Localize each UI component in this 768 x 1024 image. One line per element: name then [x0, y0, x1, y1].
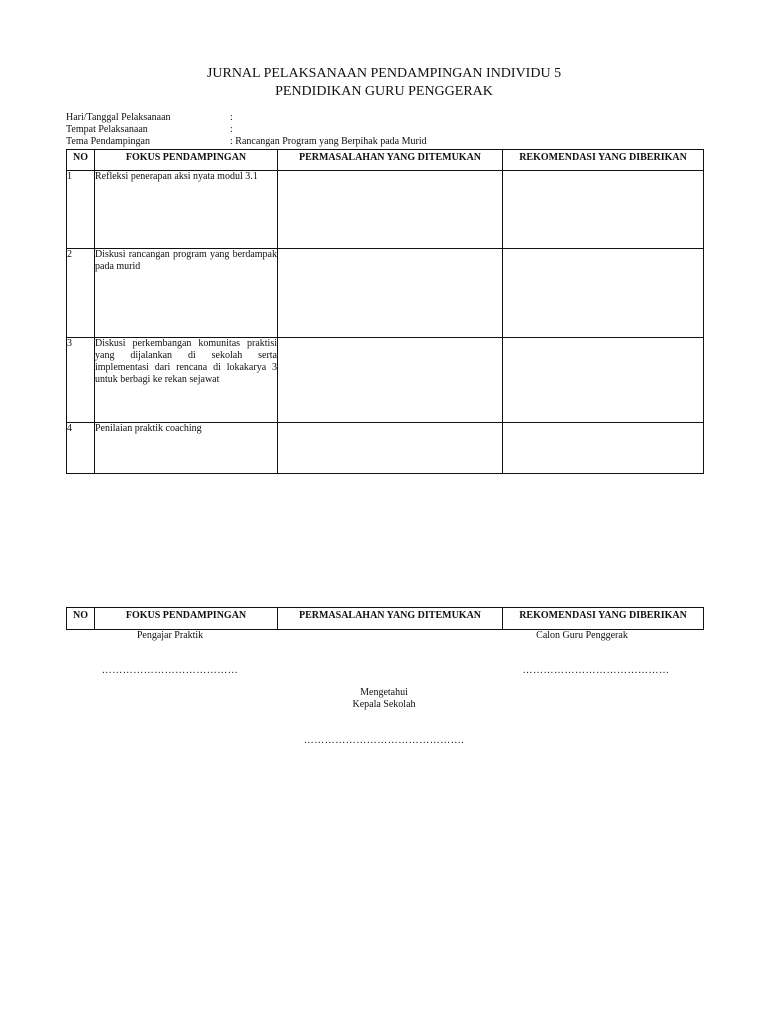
header-rekomendasi: REKOMENDASI YANG DIBERIKAN	[503, 608, 704, 630]
header-rekomendasi: REKOMENDASI YANG DIBERIKAN	[503, 150, 704, 171]
row-rekomendasi[interactable]	[503, 338, 704, 423]
table-header-row	[67, 150, 704, 171]
journal-table	[66, 149, 704, 474]
meta-value: :	[230, 112, 233, 123]
journal-table-continued	[66, 607, 704, 630]
signature-line-calon-guru: ……………………………………	[522, 665, 670, 676]
page-title: JURNAL PELAKSANAAN PENDAMPINGAN INDIVIDU 5	[206, 66, 562, 81]
header-no: NO	[67, 608, 95, 630]
meta-value: :	[230, 124, 233, 135]
mengetahui-label: Mengetahui	[360, 687, 408, 698]
row-permasalahan[interactable]	[278, 171, 503, 249]
row-permasalahan[interactable]	[278, 423, 503, 474]
row-no: 1	[67, 171, 95, 249]
header-no: NO	[67, 150, 95, 171]
header-permasalahan: PERMASALAHAN YANG DITEMUKAN	[278, 150, 503, 171]
meta-label: Tema Pendampingan	[66, 136, 150, 147]
signature-line-kepala-sekolah: ……………………………………….	[303, 735, 465, 746]
page-subtitle: PENDIDIKAN GURU PENGGERAK	[275, 84, 493, 99]
table-row	[67, 171, 704, 249]
row-no: 4	[67, 423, 95, 474]
header-fokus: FOKUS PENDAMPINGAN	[95, 608, 278, 630]
row-rekomendasi[interactable]	[503, 423, 704, 474]
header-permasalahan: PERMASALAHAN YANG DITEMUKAN	[278, 608, 503, 630]
table-row	[67, 338, 704, 423]
row-no: 3	[67, 338, 95, 423]
row-fokus: Diskusi perkembangan komunitas praktisi yang dijalankan di sekolah serta implementasi dari rencana di lokakarya 3 untuk berbagi ke rekan sejawat	[95, 338, 278, 423]
table-header-row	[67, 608, 704, 630]
row-rekomendasi[interactable]	[503, 249, 704, 338]
table-row	[67, 423, 704, 474]
row-fokus: Penilaian praktik coaching	[95, 423, 278, 474]
meta-label: Hari/Tanggal Pelaksanaan	[66, 112, 171, 123]
meta-value: : Rancangan Program yang Berpihak pada Murid	[230, 136, 427, 147]
meta-label: Tempat Pelaksanaan	[66, 124, 148, 135]
row-permasalahan[interactable]	[278, 338, 503, 423]
header-fokus: FOKUS PENDAMPINGAN	[95, 150, 278, 171]
row-fokus: Diskusi rancangan program yang berdampak pada murid	[95, 249, 278, 338]
kepala-sekolah-label: Kepala Sekolah	[352, 699, 416, 710]
row-no: 2	[67, 249, 95, 338]
row-fokus: Refleksi penerapan aksi nyata modul 3.1	[95, 171, 278, 249]
row-rekomendasi[interactable]	[503, 171, 704, 249]
row-permasalahan[interactable]	[278, 249, 503, 338]
signature-label-pengajar: Pengajar Praktik	[136, 630, 204, 641]
signature-label-calon-guru: Calon Guru Penggerak	[536, 630, 628, 641]
signature-line-pengajar: …………………………………	[101, 665, 239, 676]
table-row	[67, 249, 704, 338]
